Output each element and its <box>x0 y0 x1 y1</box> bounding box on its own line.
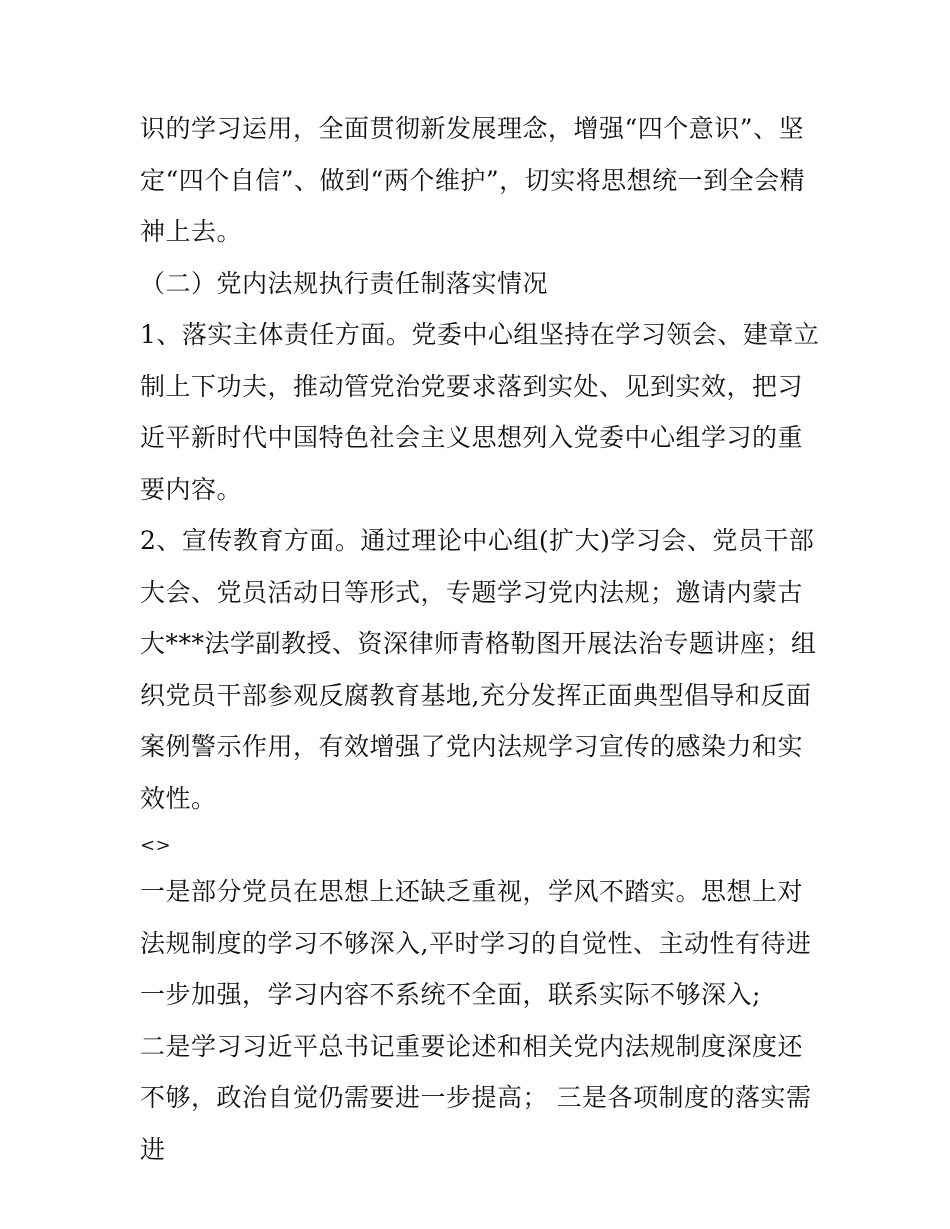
paragraph-issue-1: 一是部分党员在思想上还缺乏重视，学风不踏实。思想上对法规制度的学习不够深入,平时学习的自觉性、主动性有待进一步加强，学习内容不系统不全面，联系实际不够深入; <box>140 877 812 1009</box>
document-body <box>140 103 820 1175</box>
paragraph-item-2: 2、宣传教育方面。通过理论中心组(扩大)学习会、党员干部大会、党员活动日等形式，专题学习党内法规；邀请内蒙古大***法学副教授、资深律师青格勒图开展法治专题讲座；组织党员干部参观反腐教育基地,充分发挥正面典型倡导和反面案例警示作用，有效增强了党内法规学习宣传的感染力和实效性。 <box>140 526 817 813</box>
paragraph-intro-continuation: 识的学习运用，全面贯彻新发展理念，增强“四个意识”、坚定“四个自信”、做到“两个维护”，切实将思想统一到全会精神上去。 <box>140 114 806 246</box>
section-heading: （二）党内法规执行责任制落实情况 <box>140 268 549 298</box>
paragraph-issue-2: 二是学习习近平总书记重要论述和相关党内法规制度深度还不够，政治自觉仍需要进一步提高； 三是各项制度的落实需进 <box>140 1031 812 1164</box>
paragraph-item-1: 1、落实主体责任方面。党委中心组坚持在学习领会、建章立制上下功夫，推动管党治党要求落到实处、见到实效，把习近平新时代中国特色社会主义思想列入党委中心组学习的重要内容。 <box>140 320 820 504</box>
placeholder-marker: <> <box>140 835 172 856</box>
